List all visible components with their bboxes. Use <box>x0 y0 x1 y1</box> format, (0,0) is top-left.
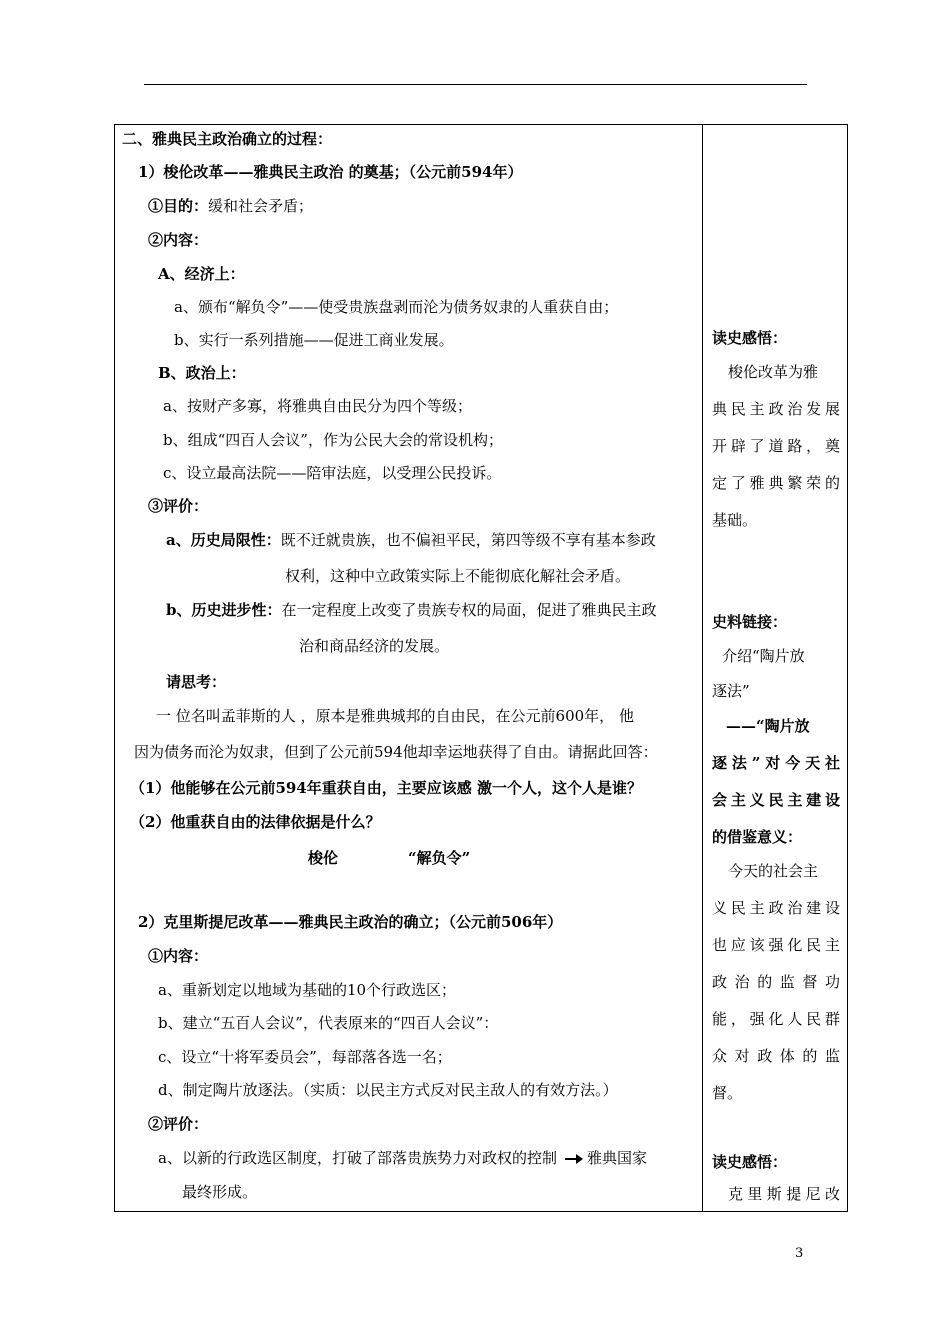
significance-answer-line: 众 对 政 体 的 监 <box>712 1047 840 1065</box>
cleisthenes-item-a: a、重新划定以地域为基础的10个行政选区； <box>158 981 457 999</box>
cleisthenes-item-b: b、建立“五百人会议”，代表原来的“四百人会议”： <box>158 1014 499 1032</box>
pol-item-c: c、设立最高法院——陪审法庭，以受理公民投诉。 <box>163 464 502 482</box>
cleisthenes-eval-arrow-text: 雅典国家 <box>586 1149 647 1167</box>
cleisthenes-eval-label: ②评价： <box>148 1115 209 1133</box>
reading-insight-line: 定了雅典繁荣的 <box>712 474 840 492</box>
eval-progress-label: b、历史进步性： <box>166 601 282 619</box>
reading-insight-line: 开辟了道路，奠 <box>712 437 840 455</box>
question-2: （2）他重获自由的法律依据是什么？ <box>130 813 381 831</box>
think-paragraph-1: 一 位名叫孟菲斯的人 ，原本是雅典城邦的自由民，在公元前600年， 他 <box>156 707 634 725</box>
cleisthenes-eval-a1: a、以新的行政选区制度，打破了部落贵族势力对政权的控制 <box>158 1149 557 1167</box>
cleisthenes-content-label: ①内容： <box>148 947 209 965</box>
eval-progress-text2: 治和商品经济的发展。 <box>299 637 450 655</box>
cleisthenes-item-c: c、设立“十将军委员会”，每部落各选一名； <box>158 1048 452 1066</box>
econ-label: A、经济上： <box>158 265 245 283</box>
reading-insight-line: 梭伦改革为雅 <box>728 363 819 381</box>
solon-eval-label: ③评价： <box>148 497 209 515</box>
reading-insight-2-line: 克里斯提尼改 <box>728 1185 840 1203</box>
econ-item-b: b、实行一系列措施——促进工商业发展。 <box>174 331 454 349</box>
significance-line: 逐法”对今天社 <box>712 754 840 772</box>
header-rule <box>144 84 807 85</box>
purpose-label: ①目的： <box>148 197 209 215</box>
eval-progress-text1: 在一定程度上改变了贵族专权的局面，促进了雅典民主政 <box>281 601 657 619</box>
answer-2: “解负令” <box>408 849 471 867</box>
significance-answer-line: 督。 <box>712 1084 743 1102</box>
eval-progress <box>166 599 657 621</box>
significance-answer-line: 能，强化人民群 <box>712 1010 840 1028</box>
eval-limit-text2: 权利，这种中立政策实际上不能彻底化解社会矛盾。 <box>285 567 631 585</box>
solon-purpose <box>148 195 313 217</box>
question-1: （1）他能够在公元前594年重获自由，主要应该感 激一个人，这个人是谁？ <box>130 779 642 797</box>
pol-item-a: a、按财产多寡，将雅典自由民分为四个等级； <box>163 397 472 415</box>
cleisthenes-eval-a2: 最终形成。 <box>182 1183 258 1201</box>
source-link-line: 介绍“陶片放 <box>722 647 805 665</box>
significance-answer-line: 义民主政治建设 <box>712 899 840 917</box>
significance-answer-line: 也应该强化民主 <box>712 936 840 954</box>
significance-answer-line: 今天的社会主 <box>728 862 819 880</box>
eval-limit-label: a、历史局限性： <box>166 531 281 549</box>
pol-label: B、政治上： <box>158 364 246 382</box>
reading-insight-title-1: 读史感悟： <box>712 329 788 347</box>
section-title: 二、雅典民主政治确立的过程： <box>122 130 333 148</box>
right-arrow-icon <box>565 1154 583 1164</box>
column-divider <box>702 124 703 1212</box>
think-label: 请思考： <box>166 673 227 691</box>
pol-item-b: b、组成“四百人会议”，作为公民大会的常设机构； <box>163 431 503 449</box>
source-link-line: 逐法” <box>712 682 750 700</box>
significance-line: 会主义民主建设 <box>712 791 840 809</box>
significance-line: 的借鉴意义： <box>712 828 803 846</box>
cleisthenes-eval-a <box>158 1147 647 1169</box>
reading-insight-line: 基础。 <box>712 511 758 529</box>
cleisthenes-item-d: d、制定陶片放逐法。（实质：以民主方式反对民主敌人的有效方法。） <box>158 1081 618 1099</box>
page-number: 3 <box>795 1246 804 1261</box>
significance-line: ——“陶片放 <box>726 717 810 735</box>
reading-insight-line: 典民主政治发展 <box>712 400 840 418</box>
solon-content-label: ②内容： <box>148 231 209 249</box>
significance-answer-line: 政 治 的 监 督 功 <box>712 973 840 991</box>
purpose-text: 缓和社会矛盾； <box>208 197 314 215</box>
answer-1: 梭伦 <box>308 849 339 867</box>
econ-item-a: a、颁布“解负令”——使受贵族盘剥而沦为债务奴隶的人重获自由； <box>174 298 619 316</box>
solon-heading: 1）梭伦改革——雅典民主政治 的奠基；（公元前594年） <box>138 163 523 181</box>
source-link-title: 史料链接： <box>712 613 788 631</box>
think-paragraph-2: 因为债务而沦为奴隶，但到了公元前594他却幸运地获得了自由。请据此回答： <box>134 743 658 761</box>
cleisthenes-heading: 2）克里斯提尼改革——雅典民主政治的确立；（公元前506年） <box>138 913 563 931</box>
eval-limit <box>166 529 656 551</box>
eval-limit-text1: 既不迁就贵族，也不偏袒平民，第四等级不享有基本参政 <box>280 531 656 549</box>
reading-insight-title-2: 读史感悟： <box>712 1153 788 1171</box>
